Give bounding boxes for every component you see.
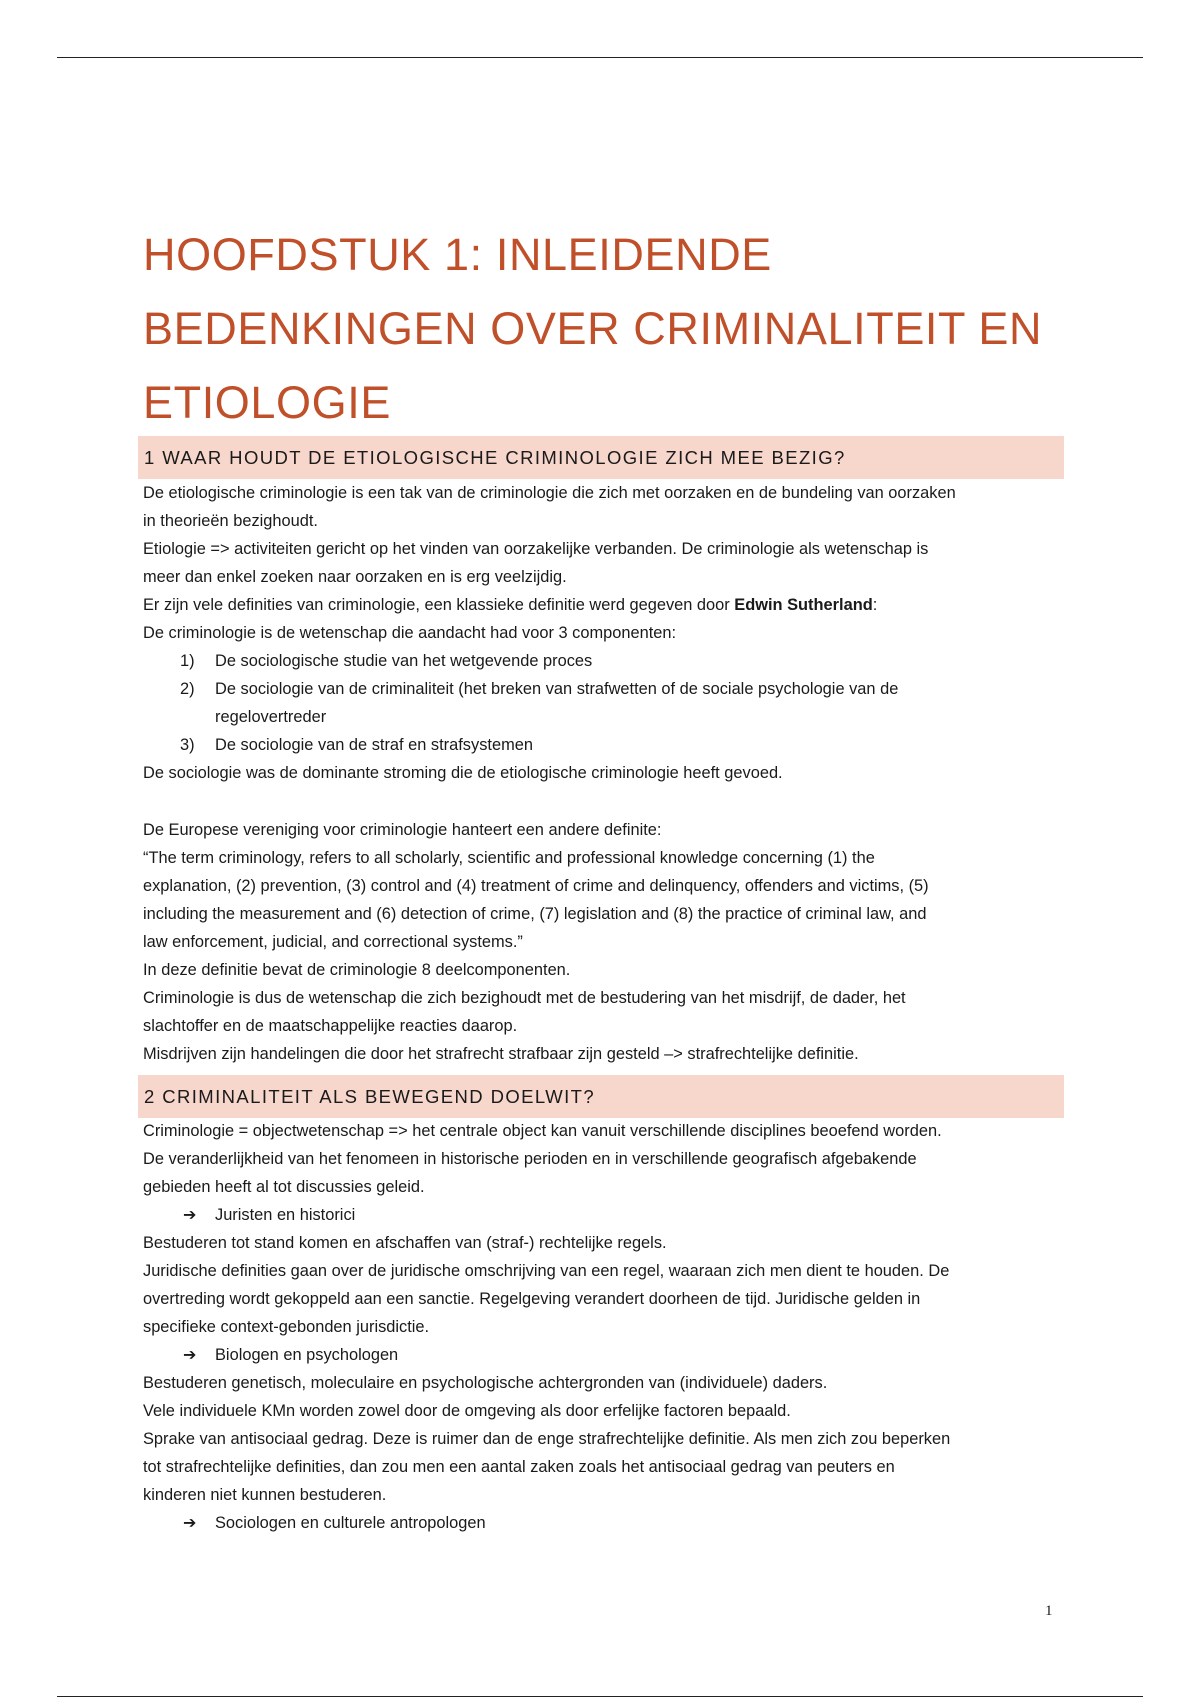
paragraph-line: De criminologie is de wetenschap die aandacht had voor 3 componenten: — [143, 624, 677, 642]
paragraph-line: slachtoffer en de maatschappelijke reacties daarop. — [143, 1017, 518, 1035]
paragraph-line: Bestuderen tot stand komen en afschaffen van (straf-) rechtelijke regels. — [143, 1234, 667, 1252]
paragraph-line: De etiologische criminologie is een tak van de criminologie die zich met oorzaken en de bundeling van oorzaken — [143, 484, 956, 502]
paragraph-line: Misdrijven zijn handelingen die door het strafrecht strafbaar zijn gesteld –> strafrechtelijke definitie. — [143, 1045, 859, 1063]
list-number: 2) — [180, 680, 195, 698]
arrow-icon: ➔ — [183, 1207, 197, 1224]
quote-line: law enforcement, judicial, and correctional systems.” — [143, 933, 523, 951]
list-item: De sociologische studie van het wetgevende proces — [215, 652, 593, 670]
chapter-title — [143, 218, 1063, 440]
list-item: De sociologie van de straf en strafsystemen — [215, 736, 533, 754]
paragraph-line: Criminologie = objectwetenschap => het centrale object kan vanuit verschillende disciplines beoefend worden. — [143, 1122, 942, 1140]
paragraph-line: in theorieën bezighoudt. — [143, 512, 318, 530]
paragraph-line: overtreding wordt gekoppeld aan een sanctie. Regelgeving verandert doorheen de tijd. Juridische gelden in — [143, 1290, 921, 1308]
paragraph-line: Vele individuele KMn worden zowel door de omgeving als door erfelijke factoren bepaald. — [143, 1402, 791, 1420]
footer-rule — [57, 1696, 1143, 1697]
text-run: : — [872, 596, 878, 614]
section-heading: 1 WAAR HOUDT DE ETIOLOGISCHE CRIMINOLOGIE ZICH MEE BEZIG? — [144, 447, 846, 468]
paragraph-line: Criminologie is dus de wetenschap die zich bezighoudt met de bestudering van het misdrijf, de dader, het — [143, 989, 906, 1007]
page-number: 1 — [1045, 1603, 1053, 1619]
arrow-bullet-item — [183, 1341, 398, 1370]
paragraph-line: De veranderlijkheid van het fenomeen in historische perioden en in verschillende geografisch afgebakende — [143, 1150, 917, 1168]
paragraph-line: specifieke context-gebonden jurisdictie. — [143, 1318, 430, 1336]
bullet-text: Biologen en psychologen — [215, 1346, 399, 1364]
arrow-bullet-item — [183, 1509, 486, 1538]
list-number: 1) — [180, 652, 195, 670]
paragraph-line: gebieden heeft al tot discussies geleid. — [143, 1178, 425, 1196]
quote-line: “The term criminology, refers to all scholarly, scientific and professional knowledge concerning (1) the — [143, 849, 875, 867]
quote-line: including the measurement and (6) detection of crime, (7) legislation and (8) the practice of criminal law, and — [143, 905, 927, 923]
list-item: De sociologie van de criminaliteit (het breken van strafwetten of de sociale psychologie van de — [215, 680, 899, 698]
paragraph-line — [143, 591, 877, 619]
paragraph-line: tot strafrechtelijke definities, dan zou men een aantal zaken zoals het antisociaal gedrag van peuters en — [143, 1458, 895, 1476]
arrow-icon: ➔ — [183, 1515, 197, 1532]
header-rule — [57, 57, 1143, 58]
arrow-icon: ➔ — [183, 1347, 197, 1364]
arrow-bullet-item — [183, 1201, 355, 1230]
author-name: Edwin Sutherland — [734, 596, 873, 614]
quote-line: explanation, (2) prevention, (3) control and (4) treatment of crime and delinquency, offenders and victims, (5) — [143, 877, 929, 895]
title-line: HOOFDSTUK 1: INLEIDENDE — [143, 229, 772, 280]
list-item: regelovertreder — [215, 708, 327, 726]
paragraph-line: Bestuderen genetisch, moleculaire en psychologische achtergronden van (individuele) daders. — [143, 1374, 828, 1392]
paragraph-line: Juridische definities gaan over de juridische omschrijving van een regel, waaraan zich men dient te houden. De — [143, 1262, 950, 1280]
paragraph-line: meer dan enkel zoeken naar oorzaken en is erg veelzijdig. — [143, 568, 567, 586]
title-line: BEDENKINGEN OVER CRIMINALITEIT EN — [143, 303, 1043, 354]
paragraph-line: De Europese vereniging voor criminologie hanteert een andere definite: — [143, 821, 662, 839]
paragraph-line: Sprake van antisociaal gedrag. Deze is ruimer dan de enge strafrechtelijke definitie. Als men zich zou beperken — [143, 1430, 951, 1448]
paragraph-line: In deze definitie bevat de criminologie 8 deelcomponenten. — [143, 961, 571, 979]
section-heading: 2 CRIMINALITEIT ALS BEWEGEND DOELWIT? — [144, 1086, 596, 1107]
paragraph-line: De sociologie was de dominante stroming die de etiologische criminologie heeft gevoed. — [143, 764, 783, 782]
text-run: Er zijn vele definities van criminologie, een klassieke definitie werd gegeven door — [143, 596, 735, 614]
paragraph-line: kinderen niet kunnen bestuderen. — [143, 1486, 387, 1504]
paragraph-line: Etiologie => activiteiten gericht op het vinden van oorzakelijke verbanden. De criminologie als wetenschap is — [143, 540, 929, 558]
bullet-text: Sociologen en culturele antropologen — [215, 1514, 486, 1532]
bullet-text: Juristen en historici — [215, 1206, 356, 1224]
list-number: 3) — [180, 736, 195, 754]
title-line: ETIOLOGIE — [143, 377, 391, 428]
